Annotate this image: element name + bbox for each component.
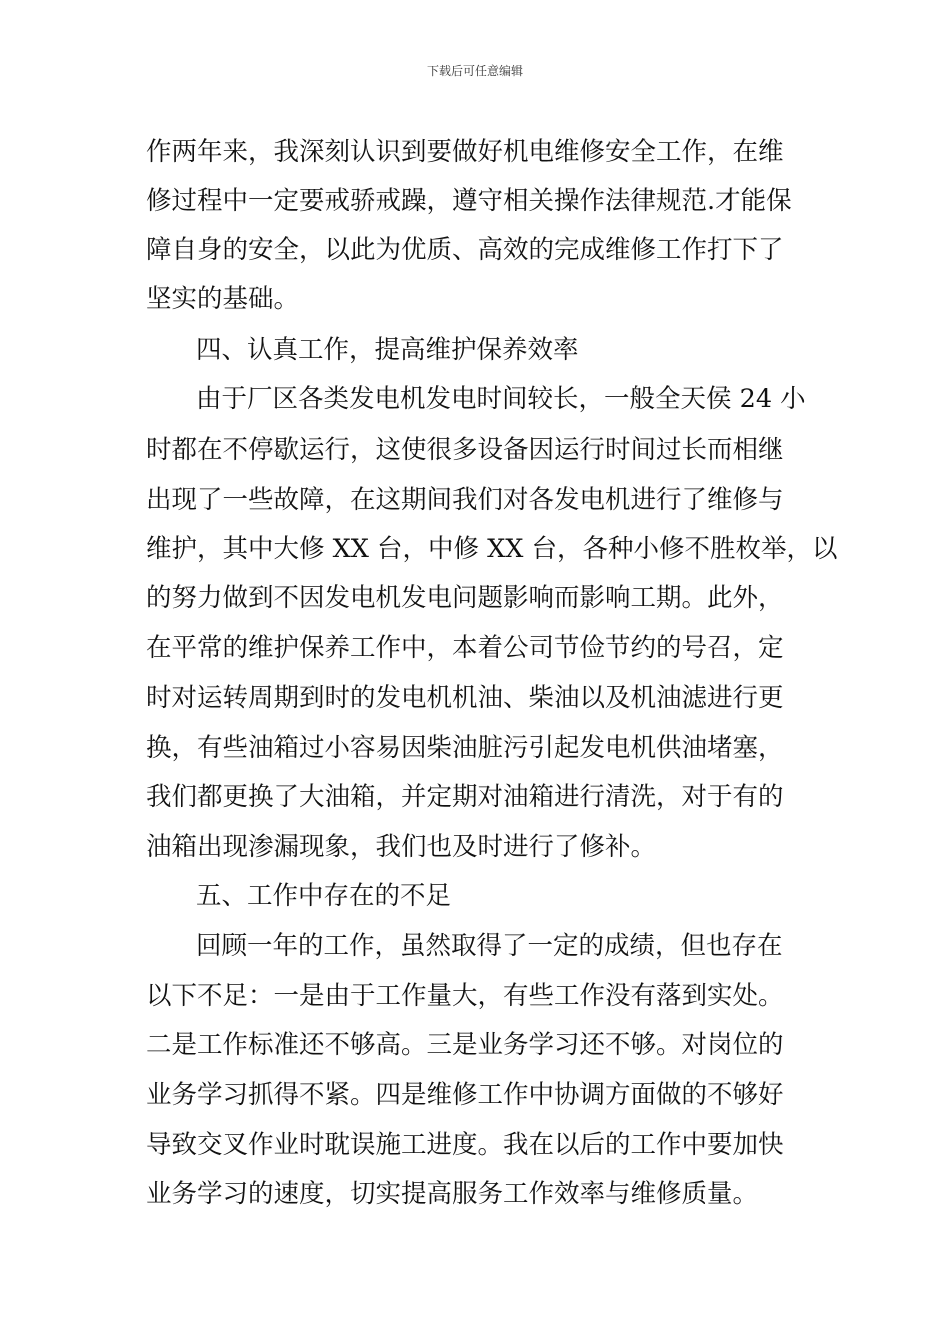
body-line: 回顾一年的工作，虽然取得了一定的成绩，但也存在 xyxy=(196,931,783,961)
body-line: 出现了一些故障，在这期间我们对各发电机进行了维修与 xyxy=(146,485,784,515)
body-line: 以下不足：一是由于工作量大，有些工作没有落到实处。 xyxy=(146,981,784,1011)
body-line: 我们都更换了大油箱，并定期对油箱进行清洗，对于有的 xyxy=(146,782,784,812)
section-heading: 五、工作中存在的不足 xyxy=(196,881,452,911)
body-line: 二是工作标准还不够高。三是业务学习还不够。对岗位的 xyxy=(146,1030,784,1060)
body-line: 油箱出现渗漏现象，我们也及时进行了修补。 xyxy=(146,832,657,862)
body-line: 导致交叉作业时耽误施工进度。我在以后的工作中要加快 xyxy=(146,1130,784,1160)
body-line: 作两年来，我深刻认识到要做好机电维修安全工作，在维 xyxy=(146,137,784,167)
page-header: 下载后可任意编辑 xyxy=(426,64,523,78)
body-line: 障自身的安全，以此为优质、高效的完成维修工作打下了 xyxy=(146,235,784,265)
body-line: 时对运转周期到时的发电机机油、柴油以及机油滤进行更 xyxy=(146,683,784,713)
body-line: 由于厂区各类发电机发电时间较长，一般全天侯 24 小 xyxy=(196,384,806,414)
body-line: 修过程中一定要戒骄戒躁，遵守相关操作法律规范.才能保 xyxy=(146,186,792,216)
body-line: 的努力做到不因发电机发电问题影响而影响工期。此外， xyxy=(146,583,784,613)
body-line: 时都在不停歇运行，这使很多设备因运行时间过长而相继 xyxy=(146,435,784,465)
section-heading: 四、认真工作，提高维护保养效率 xyxy=(196,335,579,365)
body-line: 维护，其中大修 XX 台，中修 XX 台，各种小修不胜枚举，以 xyxy=(146,534,838,564)
body-line: 业务学习的速度，切实提高服务工作效率与维修质量。 xyxy=(146,1179,759,1209)
body-line: 坚实的基础。 xyxy=(146,284,300,314)
body-line: 在平常的维护保养工作中，本着公司节俭节约的号召，定 xyxy=(146,633,784,663)
body-line: 业务学习抓得不紧。四是维修工作中协调方面做的不够好 xyxy=(146,1080,784,1110)
body-line: 换，有些油箱过小容易因柴油脏污引起发电机供油堵塞， xyxy=(146,733,784,763)
